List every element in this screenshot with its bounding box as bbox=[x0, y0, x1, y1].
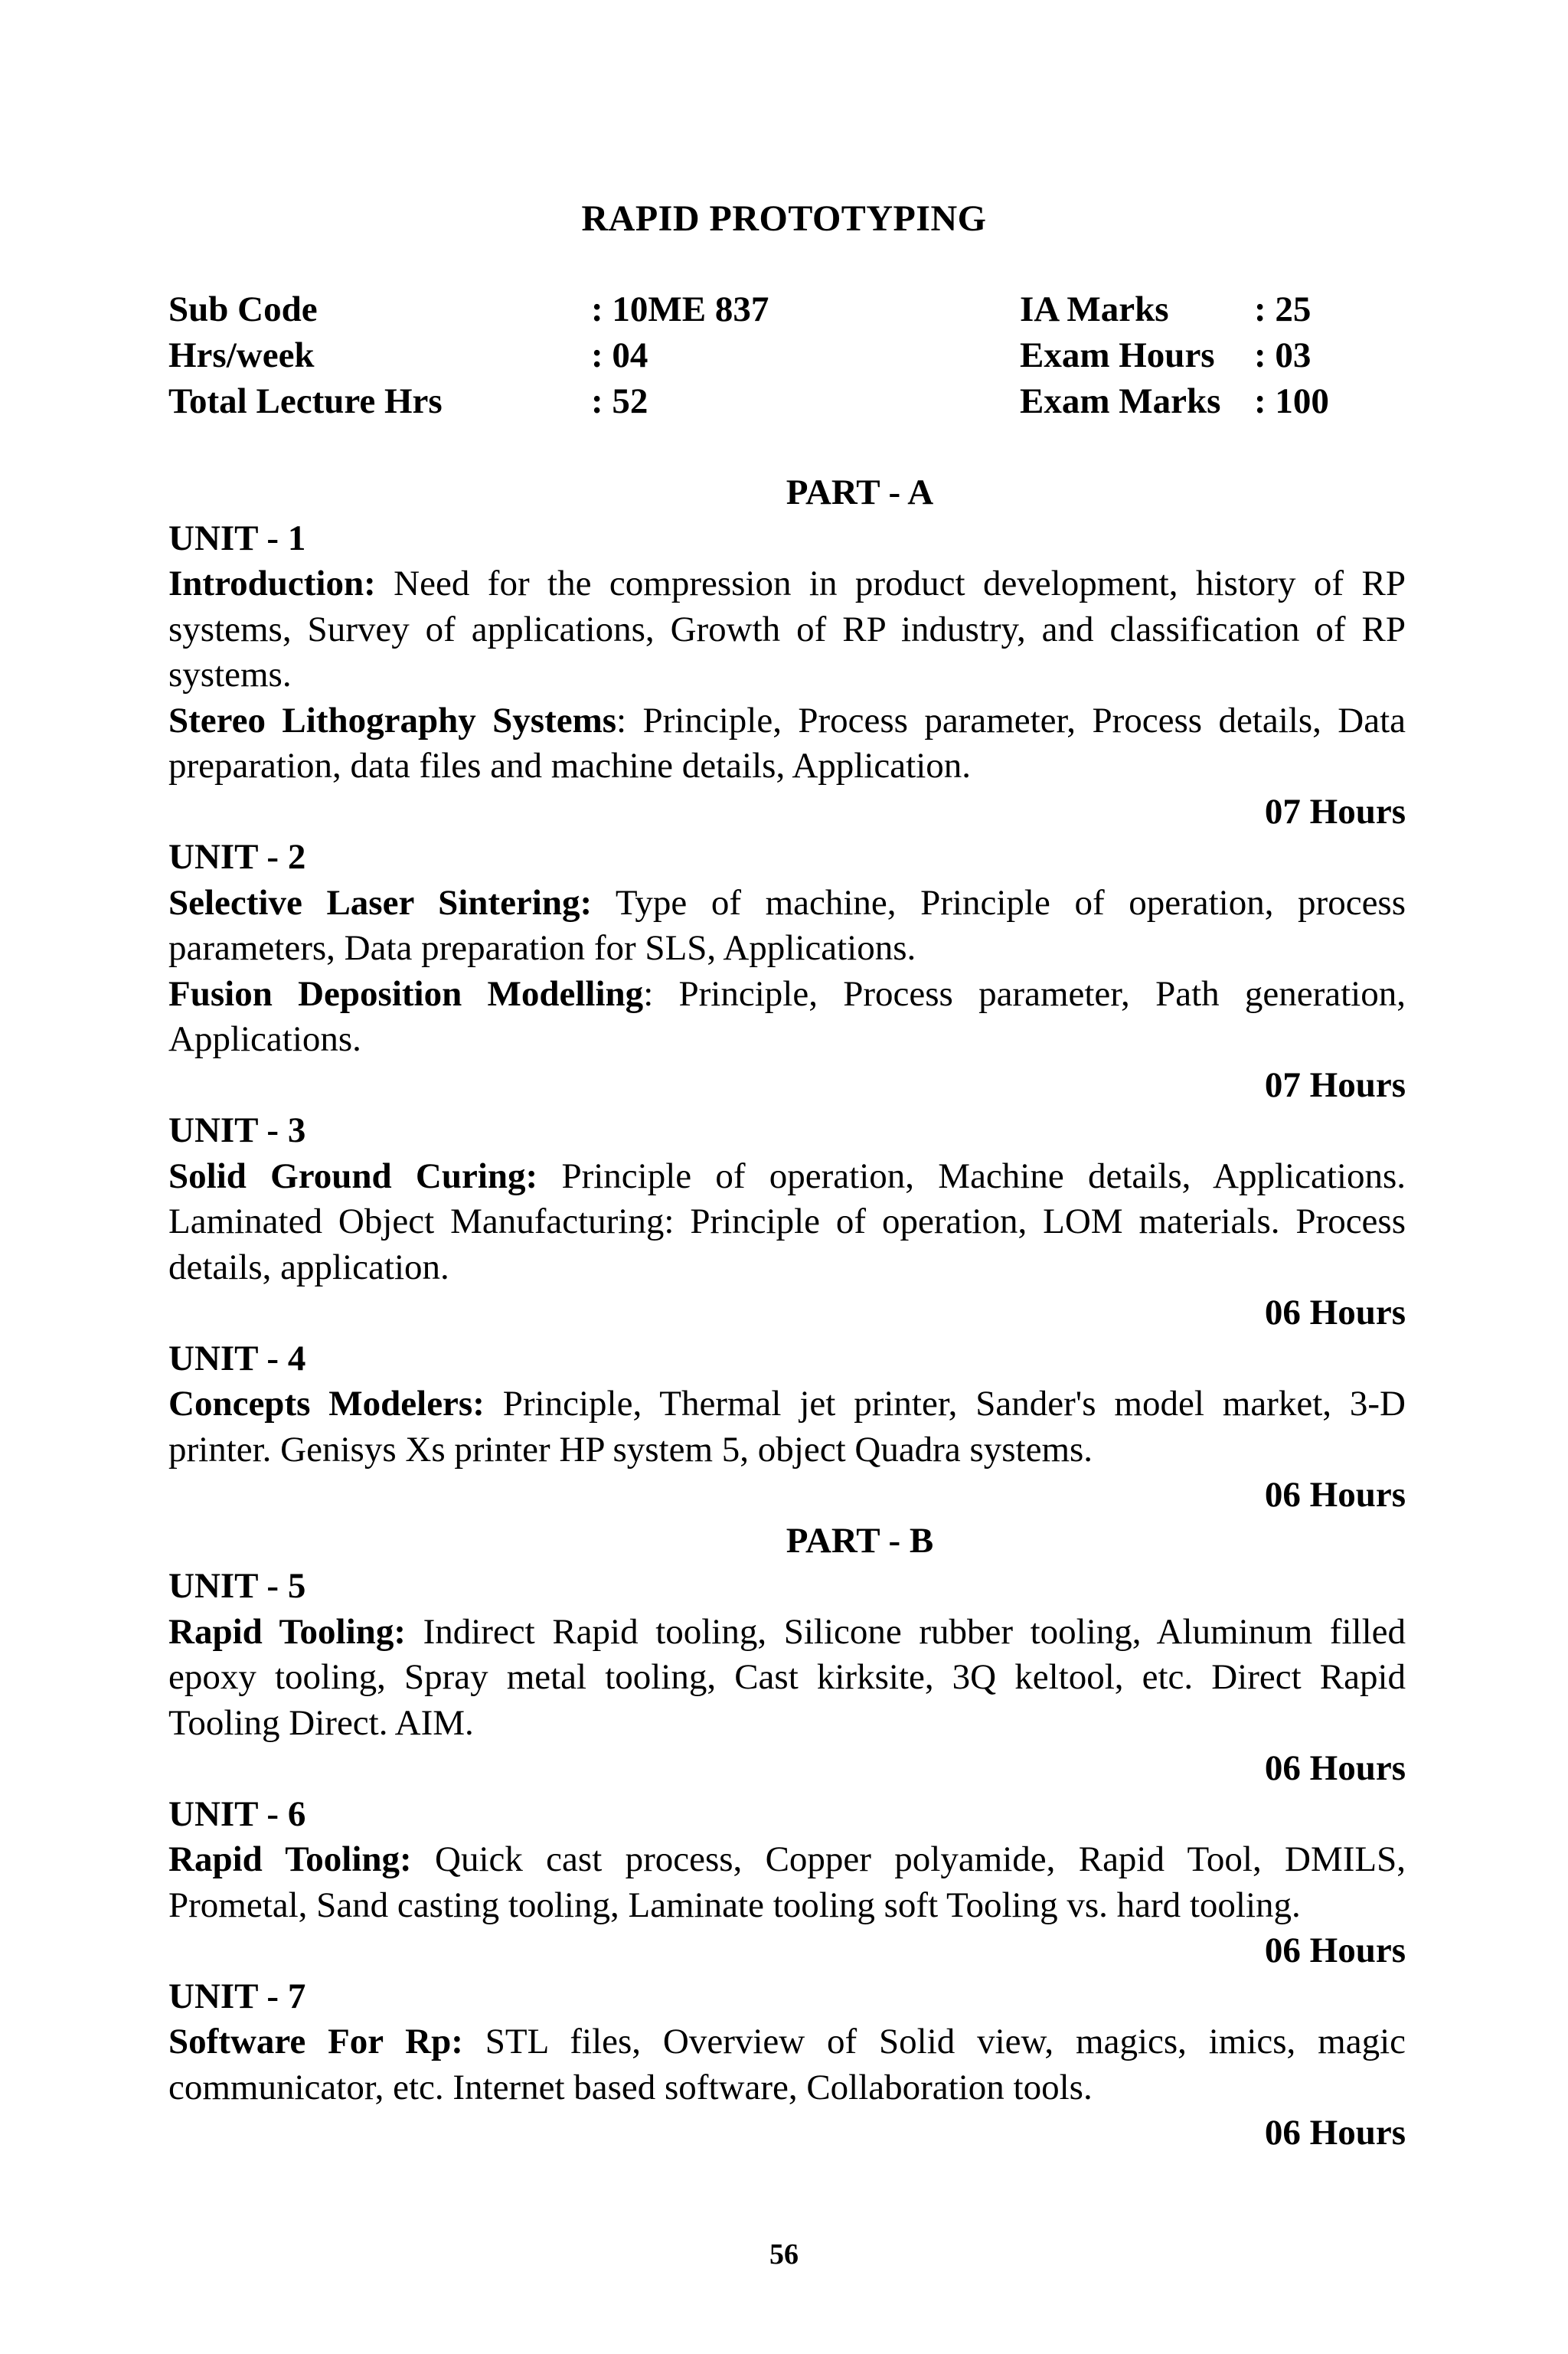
topic-text: Type of machine, Principle of operation, process parameters, Data preparation for SLS, Applications. bbox=[168, 882, 1406, 968]
meta-value: : 03 bbox=[1254, 335, 1312, 375]
unit-heading: UNIT - 5 bbox=[168, 1566, 306, 1606]
topic-text: Principle, Thermal jet printer, Sander's model market, 3-D printer. Genisys Xs printer HP system 5, object Quadra systems. bbox=[168, 1384, 1406, 1470]
unit-paragraph bbox=[168, 881, 1406, 972]
meta-label: IA Marks bbox=[1020, 289, 1169, 329]
meta-label: Sub Code bbox=[168, 289, 318, 329]
unit-paragraph bbox=[168, 561, 1406, 698]
unit-hours: 06 Hours bbox=[1264, 1475, 1406, 1515]
topic-term: Solid Ground Curing: bbox=[168, 1156, 538, 1196]
meta-row-total-lecture-hrs bbox=[168, 378, 1409, 424]
unit-paragraph bbox=[168, 1610, 1406, 1747]
unit-paragraph bbox=[168, 2019, 1406, 2110]
topic-term: Software For Rp: bbox=[168, 2022, 463, 2061]
topic-text: STL files, Overview of Solid view, magics, imics, magic communicator, etc. Internet based software, Collaboration tools. bbox=[168, 2022, 1406, 2107]
topic-text: : Principle, Process parameter, Process details, Data preparation, data files and machine details, Application. bbox=[168, 700, 1406, 786]
topic-term: Concepts Modelers: bbox=[168, 1384, 485, 1424]
unit-heading: UNIT - 1 bbox=[168, 518, 306, 558]
topic-term: Stereo Lithography Systems bbox=[168, 700, 617, 741]
meta-value: : 10ME 837 bbox=[591, 289, 769, 329]
meta-row-sub-code bbox=[168, 286, 1409, 332]
meta-value: : 52 bbox=[591, 381, 648, 421]
unit-hours: 06 Hours bbox=[1264, 2113, 1406, 2153]
unit-heading: UNIT - 6 bbox=[168, 1793, 306, 1834]
syllabus-body bbox=[168, 470, 1406, 2156]
meta-label: Hrs/week bbox=[168, 335, 315, 375]
unit-heading: UNIT - 3 bbox=[168, 1110, 306, 1150]
meta-value: : 100 bbox=[1254, 381, 1329, 421]
course-meta bbox=[168, 286, 1409, 424]
meta-label: Total Lecture Hrs bbox=[168, 381, 443, 421]
topic-term: Rapid Tooling: bbox=[168, 1839, 412, 1879]
unit-hours: 06 Hours bbox=[1264, 1293, 1406, 1332]
part-heading: PART - B bbox=[786, 1520, 934, 1561]
meta-label: Exam Hours bbox=[1020, 335, 1215, 375]
meta-row-hrs-week bbox=[168, 332, 1409, 378]
topic-text: Quick cast process, Copper polyamide, Rapid Tool, DMILS, Prometal, Sand casting tooling, Laminate tooling soft Tooling vs. hard tooling. bbox=[168, 1839, 1406, 1925]
topic-text: Principle of operation, Machine details, Applications. Laminated Object Manufacturing: Principle of operation, LOM materials. Process details, application. bbox=[168, 1156, 1406, 1287]
unit-heading: UNIT - 7 bbox=[168, 1976, 306, 2016]
unit-paragraph bbox=[168, 1837, 1406, 1928]
unit-paragraph bbox=[168, 1381, 1406, 1473]
unit-hours: 06 Hours bbox=[1264, 1748, 1406, 1788]
topic-term: Rapid Tooling: bbox=[168, 1611, 406, 1652]
unit-hours: 07 Hours bbox=[1264, 791, 1406, 832]
part-heading: PART - A bbox=[786, 472, 934, 512]
meta-value: : 04 bbox=[591, 335, 648, 375]
page-title: RAPID PROTOTYPING bbox=[581, 198, 987, 239]
meta-label: Exam Marks bbox=[1020, 381, 1221, 421]
unit-paragraph bbox=[168, 698, 1406, 790]
unit-hours: 06 Hours bbox=[1264, 1931, 1406, 1970]
topic-text: : Principle, Process parameter, Path generation, Applications. bbox=[168, 973, 1406, 1059]
unit-hours: 07 Hours bbox=[1264, 1064, 1406, 1105]
topic-text: Indirect Rapid tooling, Silicone rubber tooling, Aluminum filled epoxy tooling, Spray metal tooling, Cast kirksite, 3Q keltool, etc. Direct Rapid Tooling Direct. AIM. bbox=[168, 1611, 1406, 1743]
topic-term: Fusion Deposition Modelling bbox=[168, 973, 644, 1014]
topic-text: Need for the compression in product development, history of RP systems, Survey of applications, Growth of RP industry, and classification of RP systems. bbox=[168, 564, 1406, 695]
topic-term: Selective Laser Sintering: bbox=[168, 882, 593, 923]
topic-term: Introduction: bbox=[168, 564, 376, 603]
unit-heading: UNIT - 2 bbox=[168, 837, 306, 877]
unit-paragraph bbox=[168, 1154, 1406, 1291]
unit-paragraph bbox=[168, 972, 1406, 1063]
page-number: 56 bbox=[769, 2238, 799, 2271]
meta-value: : 25 bbox=[1254, 289, 1312, 329]
unit-heading: UNIT - 4 bbox=[168, 1338, 306, 1378]
